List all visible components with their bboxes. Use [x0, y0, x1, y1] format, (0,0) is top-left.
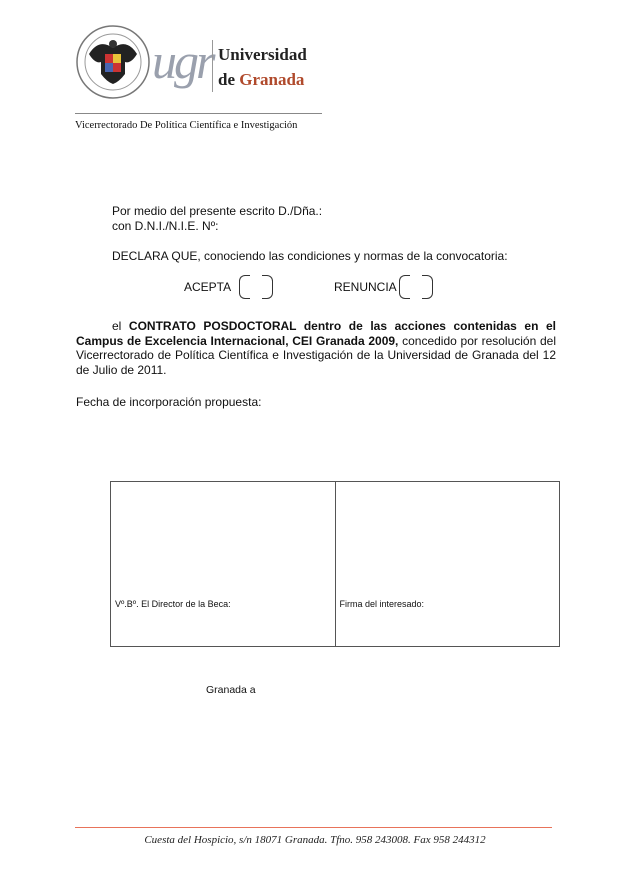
footer-rule — [75, 827, 552, 828]
university-name-line2 — [218, 70, 304, 90]
id-field-label: con D.N.I./N.I.E. Nº: — [112, 219, 219, 233]
start-date-label: Fecha de incorporación propuesta: — [76, 395, 262, 409]
department-name: Vicerrectorado De Política Científica e Investigación — [75, 120, 298, 131]
name-field-label: Por medio del presente escrito D./Dña.: — [112, 204, 323, 218]
logo-divider — [212, 40, 213, 92]
applicant-signature-cell[interactable] — [335, 482, 560, 646]
university-name-line1: Universidad — [218, 45, 307, 64]
applicant-signature-label: Firma del interesado: — [339, 599, 425, 609]
university-seal-icon — [75, 24, 151, 100]
place-date-text: Granada a — [206, 684, 256, 696]
university-city: Granada — [239, 70, 305, 89]
accept-option — [184, 275, 273, 299]
reject-option — [334, 275, 433, 299]
accept-label: ACEPTA — [184, 280, 232, 294]
university-prefix: de — [218, 70, 235, 89]
ugr-logo: ugr — [152, 33, 213, 89]
header-rule — [75, 113, 322, 114]
reject-checkbox[interactable] — [399, 275, 433, 299]
contract-paragraph: el CONTRATO POSDOCTORAL dentro de las acciones contenidas en el Campus de Excelencia Internacional, CEI Granada 2009, concedido por resolución del Vicerrectorado de Política Científica e Investigación de la Universidad de Granada del 12 de Julio de 2011. — [76, 319, 556, 377]
reject-label: RENUNCIA — [334, 280, 397, 294]
director-signature-label: Vº.Bº. El Director de la Beca: — [115, 599, 231, 609]
contract-title: CONTRATO POSDOCTORAL dentro de las acciones contenidas en el Campus de Excelencia Internacional, CEI Granada 2009, — [76, 319, 556, 348]
accept-checkbox[interactable] — [239, 275, 273, 299]
declaration-text: DECLARA QUE, conociendo las condiciones y normas de la convocatoria: — [112, 249, 508, 263]
director-signature-cell[interactable] — [111, 482, 335, 646]
footer-address: Cuesta del Hospicio, s/n 18071 Granada. Tfno. 958 243008. Fax 958 244312 — [144, 834, 486, 846]
signature-table — [110, 481, 560, 647]
